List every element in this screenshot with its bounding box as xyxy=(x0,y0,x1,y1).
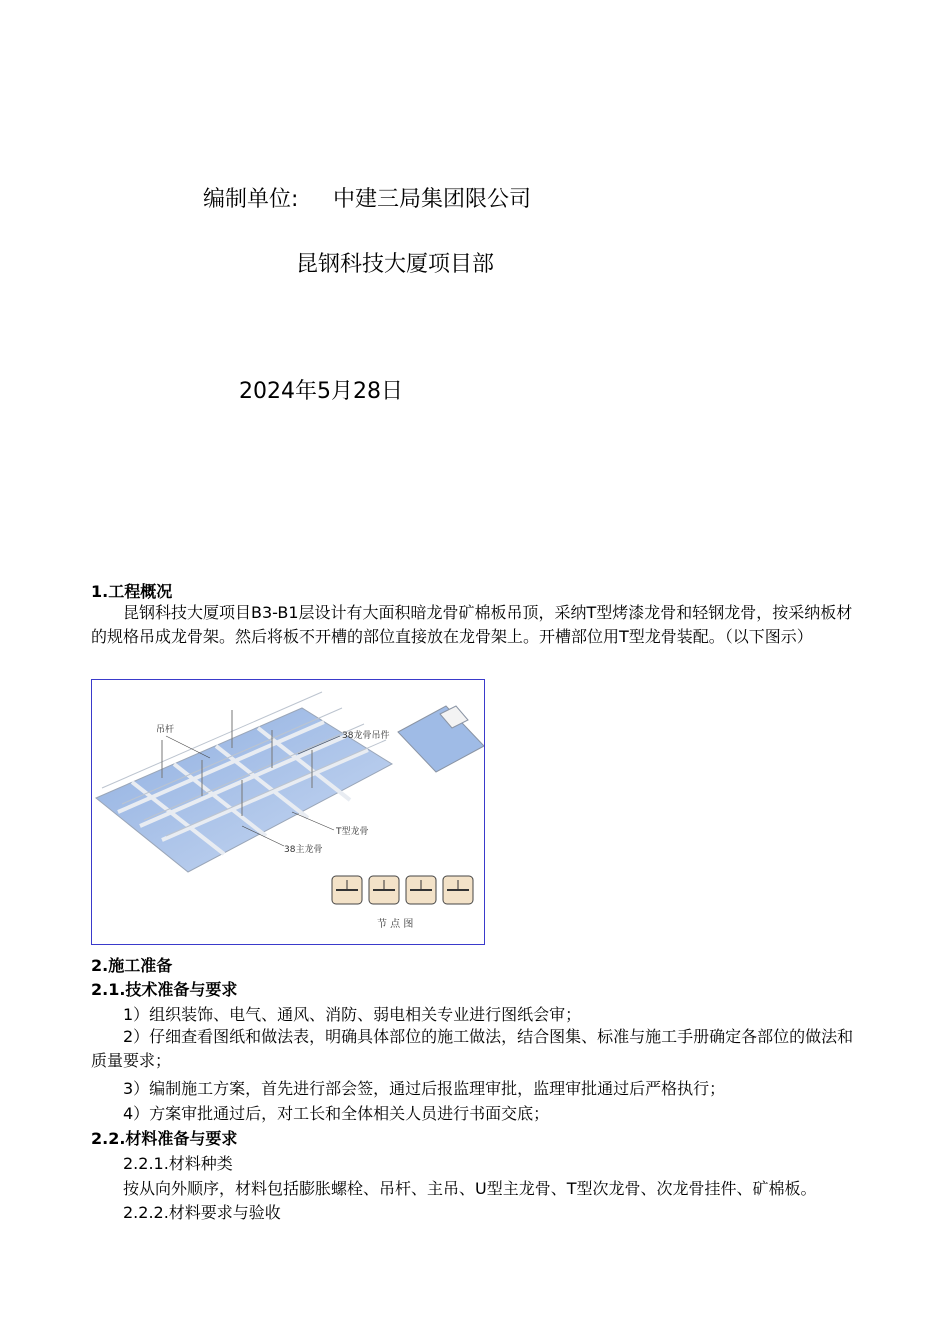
compiler-unit-label: 编制单位: xyxy=(203,187,299,212)
tech-item-2: 2）仔细查看图纸和做法表，明确具体部位的施工做法，结合图集、标准与施工手册确定各部位的做法和质量要求； xyxy=(91,1027,854,1070)
project-department: 昆钢科技大厦项目部 xyxy=(296,252,495,277)
figure-caption: 节 点 图 xyxy=(377,919,414,930)
material-types-text: 按从向外顺序，材料包括膨胀螺栓、吊杆、主吊、U型主龙骨、T型次龙骨、次龙骨挂件、矿棉板。 xyxy=(123,1179,817,1198)
section-1-paragraph xyxy=(91,601,863,649)
document-date: 2024年5月28日 xyxy=(239,379,403,404)
node-details xyxy=(332,876,473,904)
tech-item-1: 1）组织装饰、电气、通风、消防、弱电相关专业进行图纸会审； xyxy=(123,1005,582,1024)
section-2-2-2-title: 2.2.2.材料要求与验收 xyxy=(123,1203,281,1222)
label-t-runner: T型龙骨 xyxy=(336,827,369,837)
tech-item-3: 3）编制施工方案，首先进行部会签，通过后报监理审批，监理审批通过后严格执行； xyxy=(123,1079,726,1098)
ceiling-structure-figure xyxy=(91,679,485,945)
section-1-text: 昆钢科技大厦项目B3-B1层设计有大面积暗龙骨矿棉板吊顶，采纳T型烤漆龙骨和轻钢龙骨，按采纳板材的规格吊成龙骨架。然后将板不开槽的部位直接放在龙骨架上。开槽部位用T型龙骨装配。（以下图示） xyxy=(91,603,853,646)
label-hanger-rod: 吊杆 xyxy=(156,725,175,735)
ceiling-diagram xyxy=(92,680,485,945)
tech-item-4: 4）方案审批通过后，对工长和全体相关人员进行书面交底； xyxy=(123,1104,550,1123)
section-2-2-title: 2.2.材料准备与要求 xyxy=(91,1129,238,1148)
section-2-1-title: 2.1.技术准备与要求 xyxy=(91,980,238,999)
section-2-title: 2.施工准备 xyxy=(91,956,173,975)
section-1-title: 1.工程概况 xyxy=(91,582,173,601)
label-38-main-runner: 38主龙骨 xyxy=(284,845,323,855)
label-38-hanger: 38龙骨吊件 xyxy=(342,731,390,741)
section-2-2-1-title: 2.2.1.材料种类 xyxy=(123,1154,233,1173)
tech-item-2-wrap xyxy=(91,1025,863,1073)
company-name: 中建三局集团限公司 xyxy=(333,187,532,212)
